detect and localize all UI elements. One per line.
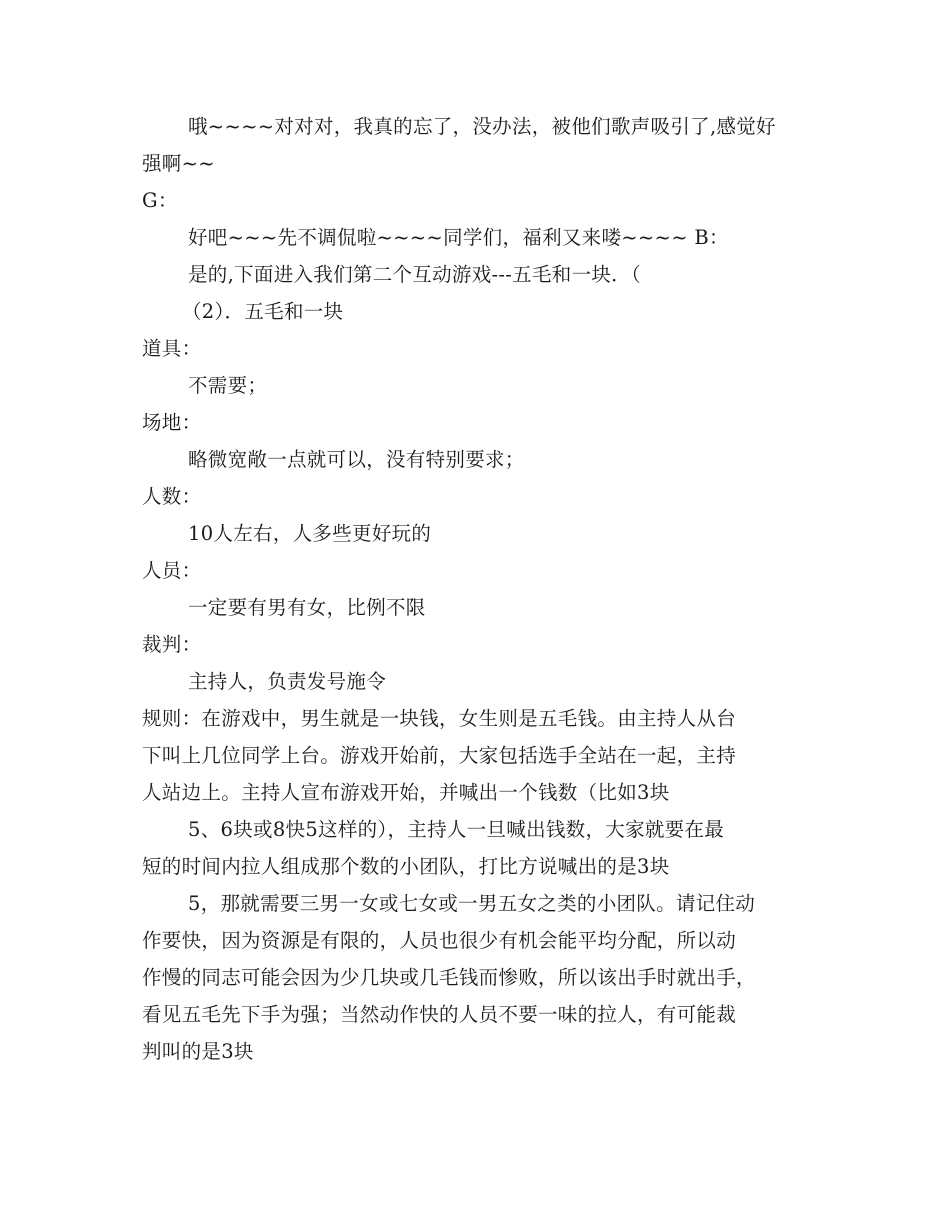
field-value-referee: 主持人，负责发号施令	[188, 670, 387, 693]
field-label-members: 人员：	[142, 559, 202, 582]
field-value-count: 10人左右，人多些更好玩的	[188, 522, 432, 545]
rules-line: 5，那就需要三男一女或七女或一男五女之类的小团队。请记住动	[188, 892, 756, 915]
field-value-props: 不需要；	[188, 374, 268, 397]
rules-line: 下叫上几位同学上台。游戏开始前，大家包括选手全站在一起，主持	[142, 744, 737, 767]
field-value-members: 一定要有男有女，比例不限	[188, 596, 426, 619]
field-label-referee: 裁判：	[142, 633, 202, 656]
paragraph-line: 是的,下面进入我们第二个互动游戏---五毛和一块．（	[188, 263, 642, 286]
paragraph-line: 哦~~~~对对对，我真的忘了，没办法，被他们歌声吸引了,感觉好	[188, 115, 776, 138]
rules-line: 短的时间内拉人组成那个数的小团队，打比方说喊出的是3块	[142, 855, 670, 878]
field-label-count: 人数：	[142, 485, 202, 508]
field-label-venue: 场地：	[142, 411, 202, 434]
section-heading: （2）．五毛和一块	[182, 300, 344, 323]
rules-line: 规则：在游戏中，男生就是一块钱，女生则是五毛钱。由主持人从台	[142, 707, 737, 730]
speaker-label-g: G：	[142, 189, 178, 212]
rules-line: 人站边上。主持人宣布游戏开始，并喊出一个钱数（比如3块	[142, 781, 670, 804]
document-body	[142, 108, 810, 1070]
paragraph-line: 好吧~~~先不调侃啦~~~~同学们，福利又来喽~~~~ B：	[188, 226, 729, 249]
field-label-props: 道具：	[142, 337, 202, 360]
rules-line: 看见五毛先下手为强；当然动作快的人员不要一味的拉人，有可能裁	[142, 1003, 737, 1026]
rules-line: 作要快，因为资源是有限的，人员也很少有机会能平均分配，所以动	[142, 929, 737, 952]
field-value-venue: 略微宽敞一点就可以，没有特别要求；	[188, 448, 525, 471]
rules-line: 作慢的同志可能会因为少几块或几毛钱而惨败，所以该出手时就出手，	[142, 966, 756, 989]
rules-line: 5、6块或8快5这样的），主持人一旦喊出钱数，大家就要在最	[188, 818, 725, 841]
paragraph-line: 强啊~~	[142, 152, 215, 175]
rules-line: 判叫的是3块	[142, 1040, 254, 1063]
